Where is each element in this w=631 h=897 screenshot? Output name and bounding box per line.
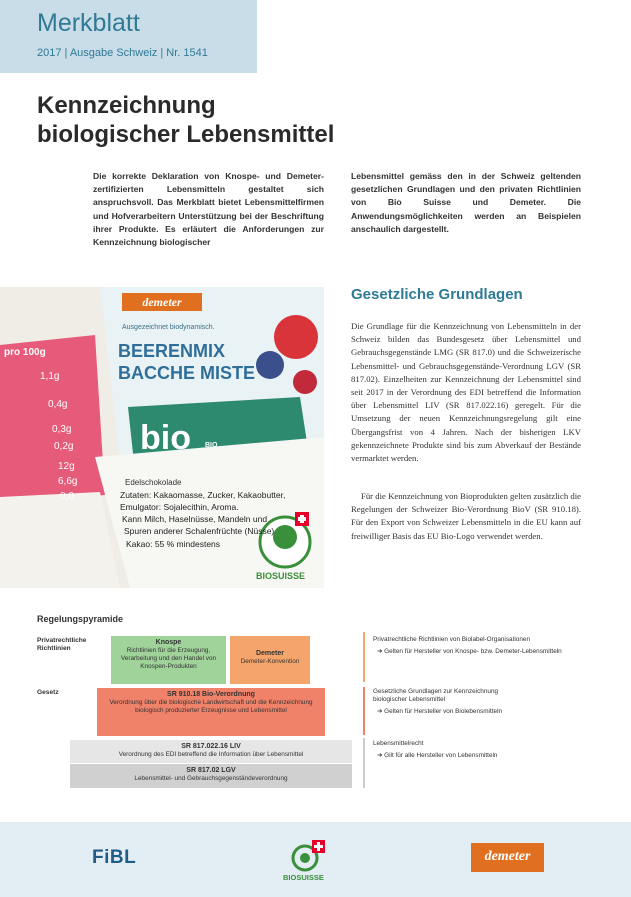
ingredients-line-4: Spuren anderer Schalenfrüchte (Nüsse): [124, 526, 275, 536]
nutrition-value-2: 0,4g: [48, 399, 68, 410]
nutrition-value-3: 0,3g: [52, 424, 72, 435]
legend-private-title: Privatrechtliche Richtlinien von Biolabel-Organisationen: [373, 636, 531, 643]
legend-food-sub: ➔ Gilt für alle Hersteller von Lebensmitteln: [377, 752, 498, 759]
nutrition-value-1: 1,1g: [40, 371, 60, 382]
product-name-1: BEERENMIX: [118, 341, 226, 361]
biodynamic-label: Ausgezeichnet biodynamisch.: [122, 324, 215, 331]
lgv-subtitle: Lebensmittel- und Gebrauchsgegenständeverordnung: [134, 775, 288, 782]
product-photo: [0, 287, 324, 588]
ingredients-line-3: Kann Milch, Haselnüsse, Mandeln und: [122, 514, 268, 524]
strawberry: [274, 315, 318, 359]
legend-bio-title: Gesetzliche Grundlagen zur Kennzeichnung biologischer Lebensmittel: [373, 688, 499, 703]
ingredients-line-1: Zutaten: Kakaomasse, Zucker, Kakaobutter,: [120, 490, 286, 500]
biosuisse-logo-text: BIOSUISSE: [283, 873, 324, 882]
legend-bio-sub: ➔ Gelten für Hersteller von Biolebensmitteln: [377, 708, 503, 715]
document-type: Merkblatt: [37, 9, 140, 37]
packaging-illustration: [0, 287, 324, 588]
knospe-title: Knospe: [155, 639, 182, 646]
nutrition-panel: [0, 335, 105, 505]
chocolate-type: Edelschokolade: [125, 478, 182, 487]
pyramid-box-biov: [97, 688, 325, 736]
legend-private: [373, 636, 573, 656]
nutrition-value-6: 6,6g: [58, 476, 78, 487]
pyramid-title: Regelungspyramide: [37, 614, 124, 624]
demeter-label: demeter: [142, 295, 182, 309]
legend-food: [373, 740, 573, 760]
ingredients-line-5: Kakao: 55 % mindestens: [126, 539, 221, 549]
liv-subtitle: Verordnung des EDI betreffend die Information über Lebensmittel: [118, 751, 304, 758]
logo-cross-h: [314, 845, 323, 848]
blueberry: [256, 351, 284, 379]
intro-left-column: Die korrekte Deklaration von Knospe- und Demeter-zertifizierten Lebensmitteln gestaltet sich anspruchsvoll. Das Merkblatt bietet Lebensmittelfirmen und Hofverarbeitern Unterstützung bei der Beschriftung ihrer Produkte. Es erläutert die Anforderungen zur Kennzeichnung biologischer: [93, 171, 324, 248]
title-line-2: biologischer Lebensmittel: [37, 121, 335, 148]
pyramid-box-demeter: [230, 636, 310, 684]
section-heading: Gesetzliche Grundlagen: [351, 286, 523, 303]
fibl-logo: FiBL: [92, 847, 137, 868]
pyramid-box-knospe: [111, 636, 226, 684]
legend-line-private: [363, 632, 365, 682]
pyramid-label-law: Gesetz: [37, 689, 59, 696]
intro-right-column: Lebensmittel gemäss den in der Schweiz geltenden gesetzlichen Grundlagen und den privaten Richtlinien von Bio Suisse und Demeter. Die Anwendungsmöglichkeiten werden an Beispielen anschaulich dargestellt.: [351, 171, 581, 234]
legend-private-sub: ➔ Gelten für Hersteller von Knospe- bzw. Demeter-Lebensmitteln: [377, 648, 562, 655]
title-line-1: Kennzeichnung: [37, 92, 216, 119]
legend-bio: [373, 688, 523, 716]
biosuisse-bud-inner: [273, 525, 297, 549]
wrapper-left: [0, 492, 120, 588]
nutrition-value-4: 0,2g: [54, 441, 74, 452]
legend-food-title: Lebensmittelrecht: [373, 740, 424, 747]
biov-title: SR 910.18 Bio-Verordnung: [167, 691, 255, 698]
raspberry: [293, 370, 317, 394]
bud-center: [300, 853, 310, 863]
nutrition-value-7: 0,0: [60, 491, 74, 502]
nutrition-value-5: 12g: [58, 461, 75, 472]
nutrition-header: pro 100g: [4, 347, 46, 358]
page-title: [37, 91, 334, 149]
demeter-title: Demeter: [255, 650, 284, 657]
pyramid-box-liv: [70, 740, 352, 763]
section-paragraph-2: Für die Kennzeichnung von Bioprodukten gelten zusätzlich die Regelungen der Schweizer Bio-Verordnung BioV (SR 910.18). Für den Export von Schweizer Lebensmitteln in die EU kann auf freiwilliger Basis das EU Bio-Logo verwendet werden.: [351, 491, 581, 541]
liv-title: SR 817.022.16 LIV: [181, 743, 241, 750]
section-paragraph-1: Die Grundlage für die Kennzeichnung von Lebensmitteln in der Schweiz bilden das Bundesgesetz über Lebensmittel und Gebrauchsgegenstände LMG (SR 817.0) und die Schweizerische Lebensmittel- und Gebrauchsgegenstände-Verordnung LGV (SR 817.02). Einzelheiten zur Kennzeichnung der Lebensmittel sind seit 2017 in der Verordnung des EDI betreffend die Information über Lebensmittel LIV (SR 817.022.16) geregelt. Für die Umsetzung der neuen Kennzeichnungsregelung gilt eine Übergangsfrist von 4 Jahren. Nach der bisherigen LKV gekennzeichnete Produkte sind bis zum Abverkauf der Bestände vermarktet werden.: [351, 321, 581, 464]
ingredients-line-2: Emulgator: Sojalecithin, Aroma.: [120, 502, 239, 512]
biosuisse-label-photo: BIOSUISSE: [256, 571, 306, 581]
legend-line-food: [363, 738, 365, 788]
knospe-subtitle: Richtlinien für die Erzeugung, Verarbeitung und den Handel von Knospen-Produkten: [120, 647, 217, 670]
pyramid-label-private: Privatrechtliche Richtlinien: [37, 637, 87, 652]
demeter-subtitle: Demeter-Konvention: [240, 658, 300, 665]
bio-mark: bio: [140, 419, 191, 457]
legend-line-bio: [363, 687, 365, 735]
swiss-cross-h: [298, 517, 306, 521]
biosuisse-logo-icon: [288, 838, 330, 872]
product-name-2: BACCHE MISTE: [118, 363, 256, 383]
pyramid-box-lgv: [70, 764, 352, 788]
demeter-logo-text: demeter: [484, 849, 531, 864]
biov-subtitle: Verordnung über die biologische Landwirtschaft und die Kennzeichnung biologisch produzierter Erzeugnisse und Lebensmittel: [109, 699, 313, 714]
demeter-logo: [471, 843, 544, 872]
issue-info: 2017 | Ausgabe Schweiz | Nr. 1541: [37, 47, 208, 59]
lgv-title: SR 817.02 LGV: [186, 767, 236, 774]
bio-small-mark: BIO: [205, 442, 218, 449]
